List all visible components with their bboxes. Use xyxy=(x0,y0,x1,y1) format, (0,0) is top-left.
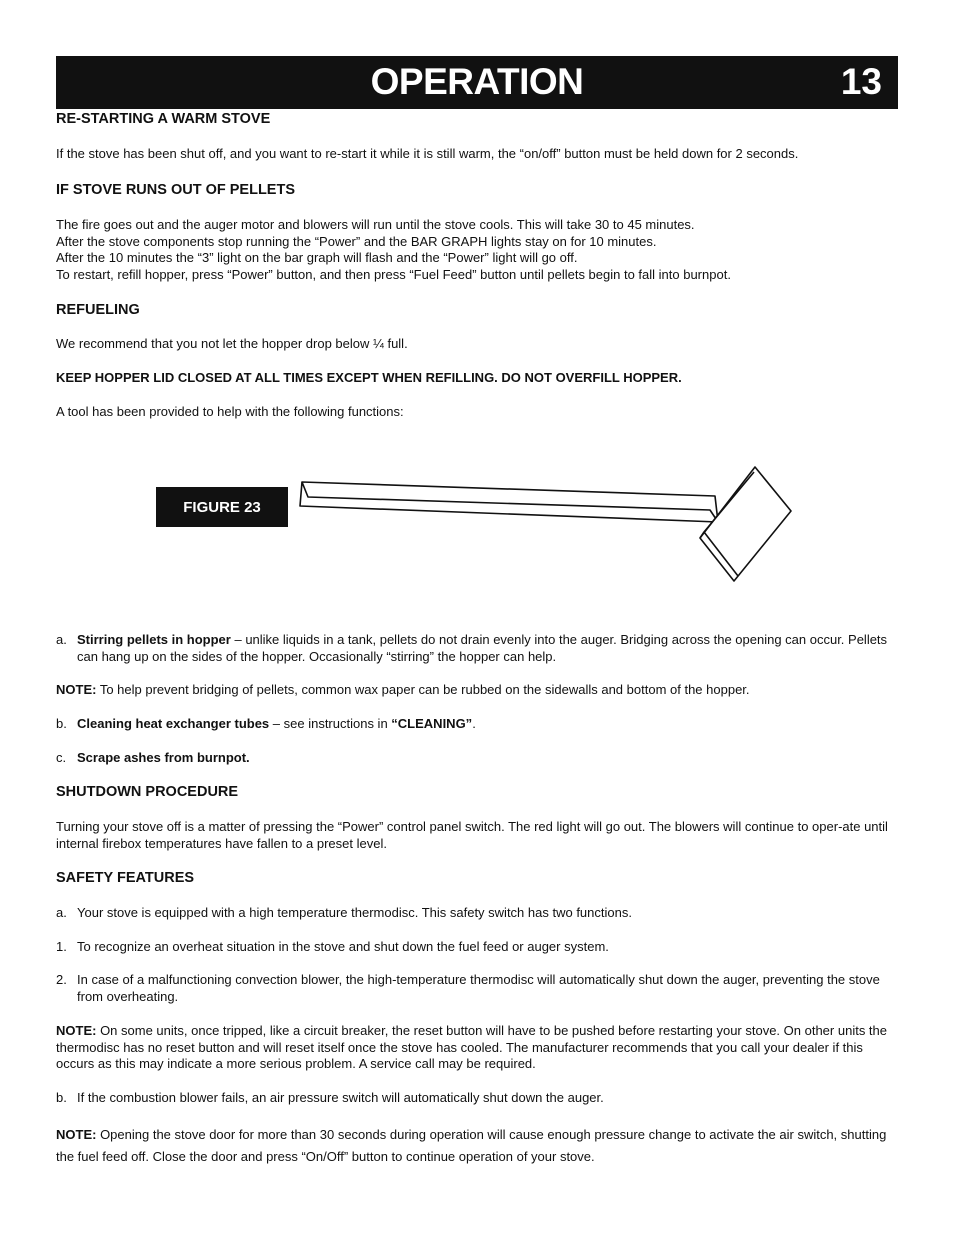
safety-item-b xyxy=(56,1090,898,1107)
safety-a-text: Your stove is equipped with a high temperature thermodisc. This safety switch has two functions. xyxy=(77,905,632,920)
page-title: OPERATION xyxy=(370,61,584,102)
page-number: 13 xyxy=(840,61,882,102)
page-header xyxy=(56,56,898,109)
safety-1-text: To recognize an overheat situation in the stove and shut down the fuel feed or auger system. xyxy=(77,939,609,954)
list-marker: a. xyxy=(56,905,67,920)
pellets-line-3: After the 10 minutes the “3” light on the bar graph will flash and the “Power” light will go off. xyxy=(56,250,578,265)
list-marker: b. xyxy=(56,1090,67,1105)
list-marker: c. xyxy=(56,750,67,765)
list-item-c xyxy=(56,750,898,767)
restart-heading: RE-STARTING A WARM STOVE xyxy=(56,111,271,127)
note-label: NOTE: xyxy=(56,1023,97,1038)
safety-item-1 xyxy=(56,939,898,956)
pellets-line-2: After the stove components stop running the “Power” and the BAR GRAPH lights stay on for 10 minutes. xyxy=(56,234,657,249)
item-a-text: – unlike liquids in a tank, pellets do not drain evenly into the auger. Bridging across the opening can occur. Pellets can hang up on the sides of the hopper. Occasionally “stirring” the hopper can help. xyxy=(77,632,888,664)
item-b-text: – see instructions in xyxy=(269,716,392,731)
pellets-line-1: The fire goes out and the auger motor and blowers will run until the stove cools. This will take 30 to 45 minutes. xyxy=(56,217,695,232)
shutdown-text: Turning your stove off is a matter of pressing the “Power” control panel switch. The red light will go out. The blowers will continue to oper-ate until internal firebox temperatures have fallen to a preset level. xyxy=(56,819,888,851)
list-item-a xyxy=(56,632,898,665)
cleaning-reference: “CLEANING” xyxy=(391,716,473,731)
item-b-title: Cleaning heat exchanger tubes xyxy=(77,716,270,731)
list-item-b xyxy=(56,716,898,733)
safety-2-text: In case of a malfunctioning convection blower, the high-temperature thermodisc will automatically shut down the auger, preventing the stove from overheating. xyxy=(77,972,880,1004)
note-2-text: On some units, once tripped, like a circuit breaker, the reset button will have to be pushed before restarting your stove. On other units the thermodisc has no reset button and will reset itself once the stove has cooled. The manufacturer recommends that you call your dealer if this occurs as this may indicate a more serious problem. A service call may be required. xyxy=(56,1023,887,1071)
safety-b-text: If the combustion blower fails, an air pressure switch will automatically shut down the auger. xyxy=(77,1090,604,1105)
refuel-heading: REFUELING xyxy=(56,302,140,318)
list-marker: b. xyxy=(56,716,67,731)
note-3-text: Opening the stove door for more than 30 seconds during operation will cause enough pressure change to activate the air switch, shutting the fuel feed off. Close the door and press “On/Off” button to continue operation of your stove. xyxy=(56,1127,887,1164)
safety-item-a xyxy=(56,905,898,922)
refuel-text: We recommend that you not let the hopper drop below ¼ full. xyxy=(56,336,408,351)
list-marker: 2. xyxy=(56,972,67,987)
note-label: NOTE: xyxy=(56,682,97,697)
figure-label: FIGURE 23 xyxy=(156,487,288,527)
item-a-title: Stirring pellets in hopper xyxy=(77,632,231,647)
note-3 xyxy=(56,1124,898,1168)
safety-item-2 xyxy=(56,972,898,1005)
safety-heading: SAFETY FEATURES xyxy=(56,870,195,886)
note-2 xyxy=(56,1023,898,1073)
pellets-line-4: To restart, refill hopper, press “Power” button, and then press “Fuel Feed” button until pellets begin to fall into burnpot. xyxy=(56,267,731,282)
list-marker: 1. xyxy=(56,939,67,954)
pellets-heading: IF STOVE RUNS OUT OF PELLETS xyxy=(56,182,296,198)
restart-text: If the stove has been shut off, and you want to re-start it while it is still warm, the “on/off” button must be held down for 2 seconds. xyxy=(56,146,799,161)
item-c-title: Scrape ashes from burnpot. xyxy=(77,750,250,765)
refuel-warning: KEEP HOPPER LID CLOSED AT ALL TIMES EXCEPT WHEN REFILLING. DO NOT OVERFILL HOPPER. xyxy=(56,370,682,385)
note-label: NOTE: xyxy=(56,1127,97,1142)
shutdown-heading: SHUTDOWN PROCEDURE xyxy=(56,784,239,800)
tool-intro: A tool has been provided to help with the following functions: xyxy=(56,404,404,419)
list-marker: a. xyxy=(56,632,67,647)
item-b-end: . xyxy=(472,716,476,731)
stir-tool-illustration xyxy=(290,460,800,590)
note-1-text: To help prevent bridging of pellets, common wax paper can be rubbed on the sidewalls and bottom of the hopper. xyxy=(96,682,750,697)
note-1 xyxy=(56,682,898,699)
